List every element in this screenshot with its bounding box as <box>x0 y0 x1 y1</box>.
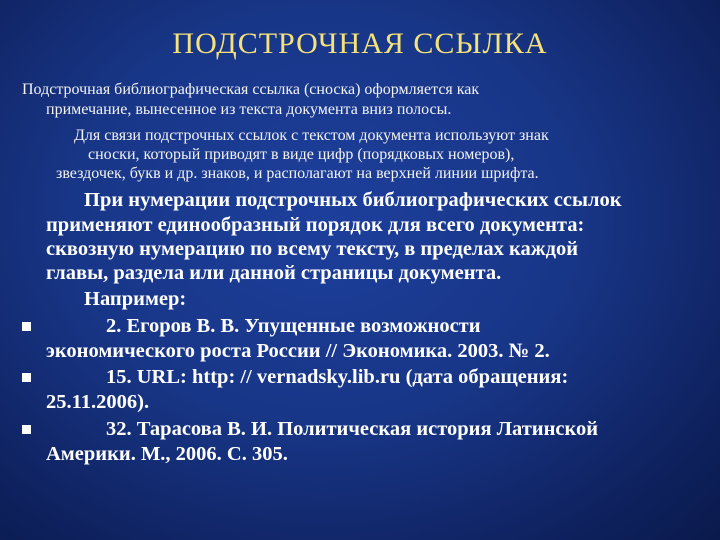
para2-line2: сноски, который приводят в виде цифр (порядковых номеров), <box>88 146 515 163</box>
para3-line2: применяют единообразный порядок для всего документа: <box>46 214 585 236</box>
bullet-square-icon <box>22 322 31 331</box>
example-3-line2: Америки. М., 2006. С. 305. <box>46 443 288 465</box>
example-3-line1: 32. Тарасова В. И. Политическая история Латинской <box>106 418 599 440</box>
example-2-line2: 25.11.2006). <box>46 391 150 413</box>
para2-line3: звездочек, букв и др. знаков, и располагают на верхней линии шрифта. <box>56 165 539 182</box>
example-label: Например: <box>84 288 187 310</box>
bullet-square-icon <box>22 373 31 382</box>
example-2-line1: 15. URL: http: // vernadsky.lib.ru (дата обращения: <box>106 366 569 388</box>
bullet-square-icon <box>22 425 31 434</box>
para3-line4: главы, раздела или данной страницы документа. <box>46 262 502 284</box>
example-1-line2: экономического роста России // Экономика. 2003. № 2. <box>46 340 550 362</box>
para1-line1: Подстрочная библиографическая ссылка (сноска) оформляется как <box>22 81 480 98</box>
example-1-line1: 2. Егоров В. В. Упущенные возможности <box>106 315 481 337</box>
para1-line2: примечание, вынесенное из текста документа вниз полосы. <box>46 101 452 118</box>
para3-line1: При нумерации подстрочных библиографических ссылок <box>84 189 622 211</box>
para2-line1: Для связи подстрочных ссылок с текстом документа используют знак <box>74 127 549 144</box>
para3-line3: сквозную нумерацию по всему тексту, в пределах каждой <box>46 238 579 260</box>
slide-title: ПОДСТРОЧНАЯ ССЫЛКА <box>172 27 548 60</box>
